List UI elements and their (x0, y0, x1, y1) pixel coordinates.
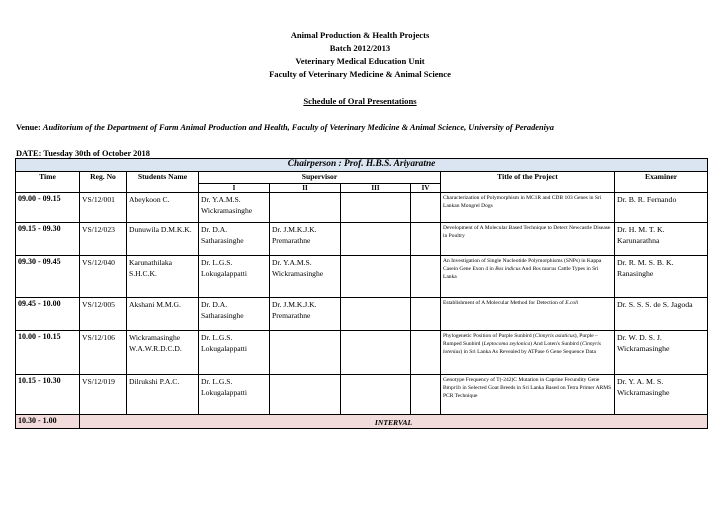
table-row (16, 193, 708, 223)
project-italic: Bos taurus (532, 266, 557, 272)
row-time: 09.30 - 09.45 (16, 256, 80, 298)
row-student: Abeykoon C. (127, 193, 199, 223)
row-project: Characterization of Polymorphism in MC1R and CDB 103 Genes in Sri Lankan Mongrel Dogs (441, 193, 615, 223)
interval-time: 10.30 - 1.00 (16, 415, 80, 429)
col-time: Time (16, 172, 80, 193)
row-sup1: Dr. D.A. Satharasinghe (199, 298, 270, 331)
row-sup1: Dr. L.G.S. Lokugalappatti (199, 331, 270, 375)
venue-text: Auditorium of the Department of Farm Animal Production and Health, Faculty of Veterinary Medicine & Animal Science, University of Peradeniya (42, 123, 554, 132)
row-time: 09.45 - 10.00 (16, 298, 80, 331)
row-reg: VS/12/019 (80, 375, 127, 415)
row-student: Akshani M.M.G. (127, 298, 199, 331)
row-examiner: Dr. Y. A. M. S. Wickramasinghe (615, 375, 708, 415)
row-time: 10.15 - 10.30 (16, 375, 80, 415)
row-time: 09.15 - 09.30 (16, 223, 80, 256)
row-time: 10.00 - 10.15 (16, 331, 80, 375)
project-text: ) in Sri Lanka As Revealed by ATPase 6 Gene Sequence Data (460, 349, 596, 355)
project-text: ) And Loten's Sunbird ( (530, 341, 582, 347)
table-row (16, 375, 708, 415)
row-sup3 (341, 375, 411, 415)
row-sup3 (341, 193, 411, 223)
row-sup4 (411, 223, 441, 256)
venue-line (16, 123, 554, 132)
row-sup4 (411, 298, 441, 331)
row-sup3 (341, 256, 411, 298)
project-italic: Cinnyris asiaticus (534, 333, 575, 339)
chairperson: Chairperson : Prof. H.B.S. Ariyaratne (16, 159, 708, 172)
project-italic: E.coli (565, 300, 579, 306)
row-reg: VS/12/023 (80, 223, 127, 256)
row-project: Development of A Molecular Based Technique to Detect Newcastle Disease in Poultry (441, 223, 615, 256)
project-text: Establishment of A Molecular Method for Detection of (443, 300, 566, 306)
row-sup4 (411, 256, 441, 298)
supervisor-ii: II (270, 184, 341, 193)
row-sup2: Dr. J.M.K.J.K. Premarathne (270, 298, 341, 331)
row-sup1: Dr. Y.A.M.S. Wickramasinghe (199, 193, 270, 223)
project-italic: Cinnyris lotenius (443, 341, 601, 355)
date-line: DATE: Tuesday 30th of October 2018 (16, 149, 150, 158)
project-text: Cattle Types in Sri Lanka (443, 266, 599, 280)
row-examiner: Dr. B. R. Fernando (615, 193, 708, 223)
row-project: Genotype Frequency of T(-242)C Mutation in Caprine Fecundity Gene Bmpr1b in Selected Goat Breeds in Sri Lanka Based on Tetra Primer ARMS PCR Technique (441, 375, 615, 415)
row-reg: VS/12/005 (80, 298, 127, 331)
row-examiner: Dr. R. M. S. B. K. Ranasinghe (615, 256, 708, 298)
row-student: Dilrukshi P.A.C. (127, 375, 199, 415)
row-sup2 (270, 375, 341, 415)
row-student: Dunuwila D.M.K.K. (127, 223, 199, 256)
table-row (16, 256, 708, 298)
row-sup2 (270, 331, 341, 375)
row-examiner: Dr. W. D. S. J. Wickramasinghe (615, 331, 708, 375)
supervisor-iii: III (341, 184, 411, 193)
row-sup1: Dr. L.G.S. Lokugalappatti (199, 256, 270, 298)
row-sup2: Dr. Y.A.M.S. Wickramasinghe (270, 256, 341, 298)
supervisor-iv: IV (411, 184, 441, 193)
project-italic: Bos indicus (495, 266, 521, 272)
row-project (441, 331, 615, 375)
row-project (441, 256, 615, 298)
row-time: 09.00 - 09.15 (16, 193, 80, 223)
row-student: Wickramasinghe W.A.W.R.D.C.D. (127, 331, 199, 375)
col-project: Title of the Project (441, 172, 615, 193)
row-examiner: Dr. S. S. S. de S. Jagoda (615, 298, 708, 331)
row-sup3 (341, 331, 411, 375)
row-sup4 (411, 193, 441, 223)
row-reg: VS/12/001 (80, 193, 127, 223)
project-text: An Investigation of Single Nucleotide Polymorphisms (SNPs) in Kappa Casein Gene Exon 4 in (443, 258, 602, 272)
interval-label: INTERVAL (80, 415, 708, 429)
row-sup4 (411, 375, 441, 415)
project-italic: Leptocoma zeylonica (483, 341, 531, 347)
header-line-4: Faculty of Veterinary Medicine & Animal Science (269, 69, 451, 79)
row-reg: VS/12/106 (80, 331, 127, 375)
col-reg: Reg. No (80, 172, 127, 193)
row-sup3 (341, 298, 411, 331)
row-sup3 (341, 223, 411, 256)
row-sup2 (270, 193, 341, 223)
schedule-title: Schedule of Oral Presentations (303, 96, 417, 106)
row-sup2: Dr. J.M.K.J.K. Premarathne (270, 223, 341, 256)
row-project (441, 298, 615, 331)
row-sup4 (411, 331, 441, 375)
supervisor-i: I (199, 184, 270, 193)
row-sup1: Dr. L.G.S. Lokugalappatti (199, 375, 270, 415)
table-row (16, 331, 708, 375)
row-reg: VS/12/040 (80, 256, 127, 298)
project-text: And (520, 266, 533, 272)
row-student: Karunathilaka S.H.C.K. (127, 256, 199, 298)
col-supervisor: Supervisor (199, 172, 441, 184)
table-row (16, 298, 708, 331)
table-row (16, 223, 708, 256)
header-line-3: Veterinary Medical Education Unit (295, 56, 425, 66)
project-text: ), Purple – Rumped Sunbird ( (443, 333, 598, 347)
project-text: Phylogenetic Position of Purple Sunbird ( (443, 333, 535, 339)
col-examiner: Examiner (615, 172, 708, 193)
interval-row (16, 415, 708, 429)
col-students: Students Name (127, 172, 199, 193)
schedule-table (15, 158, 708, 429)
row-examiner: Dr. H. M. T. K. Karunarathna (615, 223, 708, 256)
row-sup1: Dr. D.A. Satharasinghe (199, 223, 270, 256)
header-line-1: Animal Production & Health Projects (290, 30, 430, 40)
header-line-2: Batch 2012/2013 (329, 43, 391, 53)
venue-label: Venue: (16, 123, 41, 132)
